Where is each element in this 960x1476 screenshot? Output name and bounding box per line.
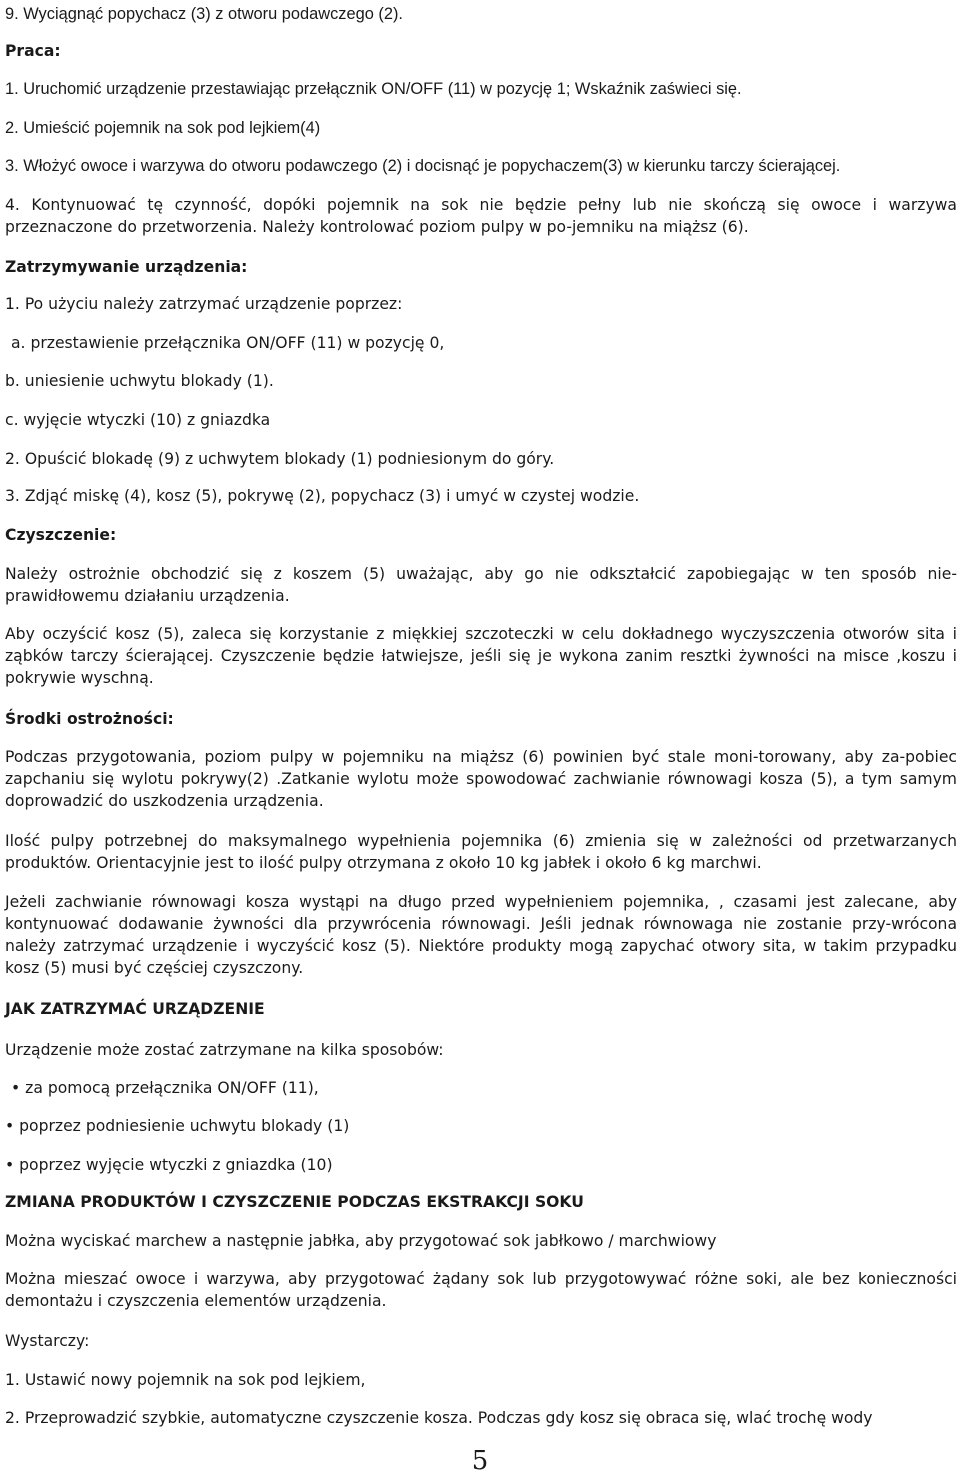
stop-method-item: • poprzez wyjęcie wtyczki z gniazdka (10) [5, 1156, 333, 1174]
praca-step-4: 4. Kontynuować tę czynność, dopóki pojemnik na sok nie będzie pełny lub nie skończą się owoce i warzywa przeznaczone do przetworzenia. Należy kontrolować poziom pulpy w po-jemniku na miąższ (6). [5, 196, 957, 236]
heading-srodki: Środki ostrożności: [5, 710, 174, 728]
change-step-2: 2. Przeprowadzić szybkie, automatyczne czyszczenie kosza. Podczas gdy kosz się obraca się, wlać trochę wody [5, 1409, 873, 1427]
cleaning-paragraph-2: Aby oczyścić kosz (5), zaleca się korzystanie z miękkiej szczoteczki w celu dokładnego wyczyszczenia otworów sita i ząbków tarczy ścierającej. Czyszczenie będzie łatwiejsze, jeśli się je wykona zanim resztki żywności na misce ,koszu i pokrywie wyschną. [5, 625, 957, 687]
praca-step-3: 3. Włożyć owoce i warzywa do otworu podawczego (2) i docisnąć je popychaczem(3) w kierunku tarczy ścierającej. [5, 157, 841, 175]
change-products-paragraph: Można mieszać owoce i warzywa, aby przygotować żądany sok lub przygotowywać różne soki, ale bez konieczności demontażu i czyszczenia elementów urządzenia. [5, 1270, 957, 1310]
praca-step-2: 2. Umieścić pojemnik na sok pod lejkiem(4) [5, 119, 321, 137]
change-products-line: Można wyciskać marchew a następnie jabłka, aby przygotować sok jabłkowo / marchwiowy [5, 1232, 717, 1250]
stop-step-1b: b. uniesienie uchwytu blokady (1). [5, 372, 274, 390]
stop-step-1c: c. wyjęcie wtyczki (10) z gniazdka [5, 411, 271, 429]
heading-czyszczenie: Czyszczenie: [5, 526, 117, 544]
heading-zmiana-produktow: ZMIANA PRODUKTÓW I CZYSZCZENIE PODCZAS EKSTRAKCJI SOKU [5, 1193, 584, 1211]
precautions-paragraph-1: Podczas przygotowania, poziom pulpy w pojemniku na miąższ (6) powinien być stale moni-torowany, aby za-pobiec zapchaniu się wylotu pokrywy(2) .Zatkanie wylotu może spowodować zachwianie równowagi kosza (5), a tym samym doprowadzić do uszkodzenia urządzenia. [5, 748, 957, 810]
heading-zatrzymywanie: Zatrzymywanie urządzenia: [5, 258, 248, 276]
precautions-paragraph-2: Ilość pulpy potrzebnej do maksymalnego wypełnienia pojemnika (6) zmienia się w zależności od przetwarzanych produktów. Orientacyjnie jest to ilość pulpy otrzymana z około 10 kg jabłek i około 6 kg marchwi. [5, 832, 957, 872]
stop-step-3: 3. Zdjąć miskę (4), kosz (5), pokrywę (2), popychacz (3) i umyć w czystej wodzie. [5, 487, 640, 505]
stop-step-2: 2. Opuścić blokadę (9) z uchwytem blokady (1) podniesionym do góry. [5, 450, 555, 468]
stop-method-item: • poprzez podniesienie uchwytu blokady (1) [5, 1117, 350, 1135]
stop-step-1a: a. przestawienie przełącznika ON/OFF (11) w pozycję 0, [11, 334, 445, 352]
page-number: 5 [471, 1446, 489, 1476]
stop-step-1: 1. Po użyciu należy zatrzymać urządzenie poprzez: [5, 295, 403, 313]
heading-jak-zatrzymac: JAK ZATRZYMAĆ URZĄDZENIE [5, 1000, 265, 1018]
stop-method-item: • za pomocą przełącznika ON/OFF (11), [11, 1079, 319, 1097]
change-step-1: 1. Ustawić nowy pojemnik na sok pod lejkiem, [5, 1371, 366, 1389]
step-9-line: 9. Wyciągnąć popychacz (3) z otworu podawczego (2). [5, 5, 403, 23]
heading-praca: Praca: [5, 42, 61, 60]
wystarczy-label: Wystarczy: [5, 1332, 90, 1350]
praca-step-1: 1. Uruchomić urządzenie przestawiając przełącznik ON/OFF (11) w pozycję 1; Wskaźnik zaświeci się. [5, 80, 742, 98]
cleaning-paragraph-1: Należy ostrożnie obchodzić się z koszem (5) uważając, aby go nie odkształcić zapobiegając w ten sposób nie-prawidłowemu działaniu urządzenia. [5, 565, 957, 605]
stop-methods-intro: Urządzenie może zostać zatrzymane na kilka sposobów: [5, 1041, 444, 1059]
precautions-paragraph-3: Jeżeli zachwianie równowagi kosza wystąpi na długo przed wypełnieniem pojemnika, , czasami jest zalecane, aby kontynuować dodawanie żywności dla przywrócenia równowagi. Jeśli jednak równowaga nie zostanie przy-wrócona należy zatrzymać urządzenie i wyczyścić kosz (5). Niektóre produkty mogą zapychać otwory sita, w takim przypadku kosz (5) musi być częściej czyszczony. [5, 893, 957, 977]
